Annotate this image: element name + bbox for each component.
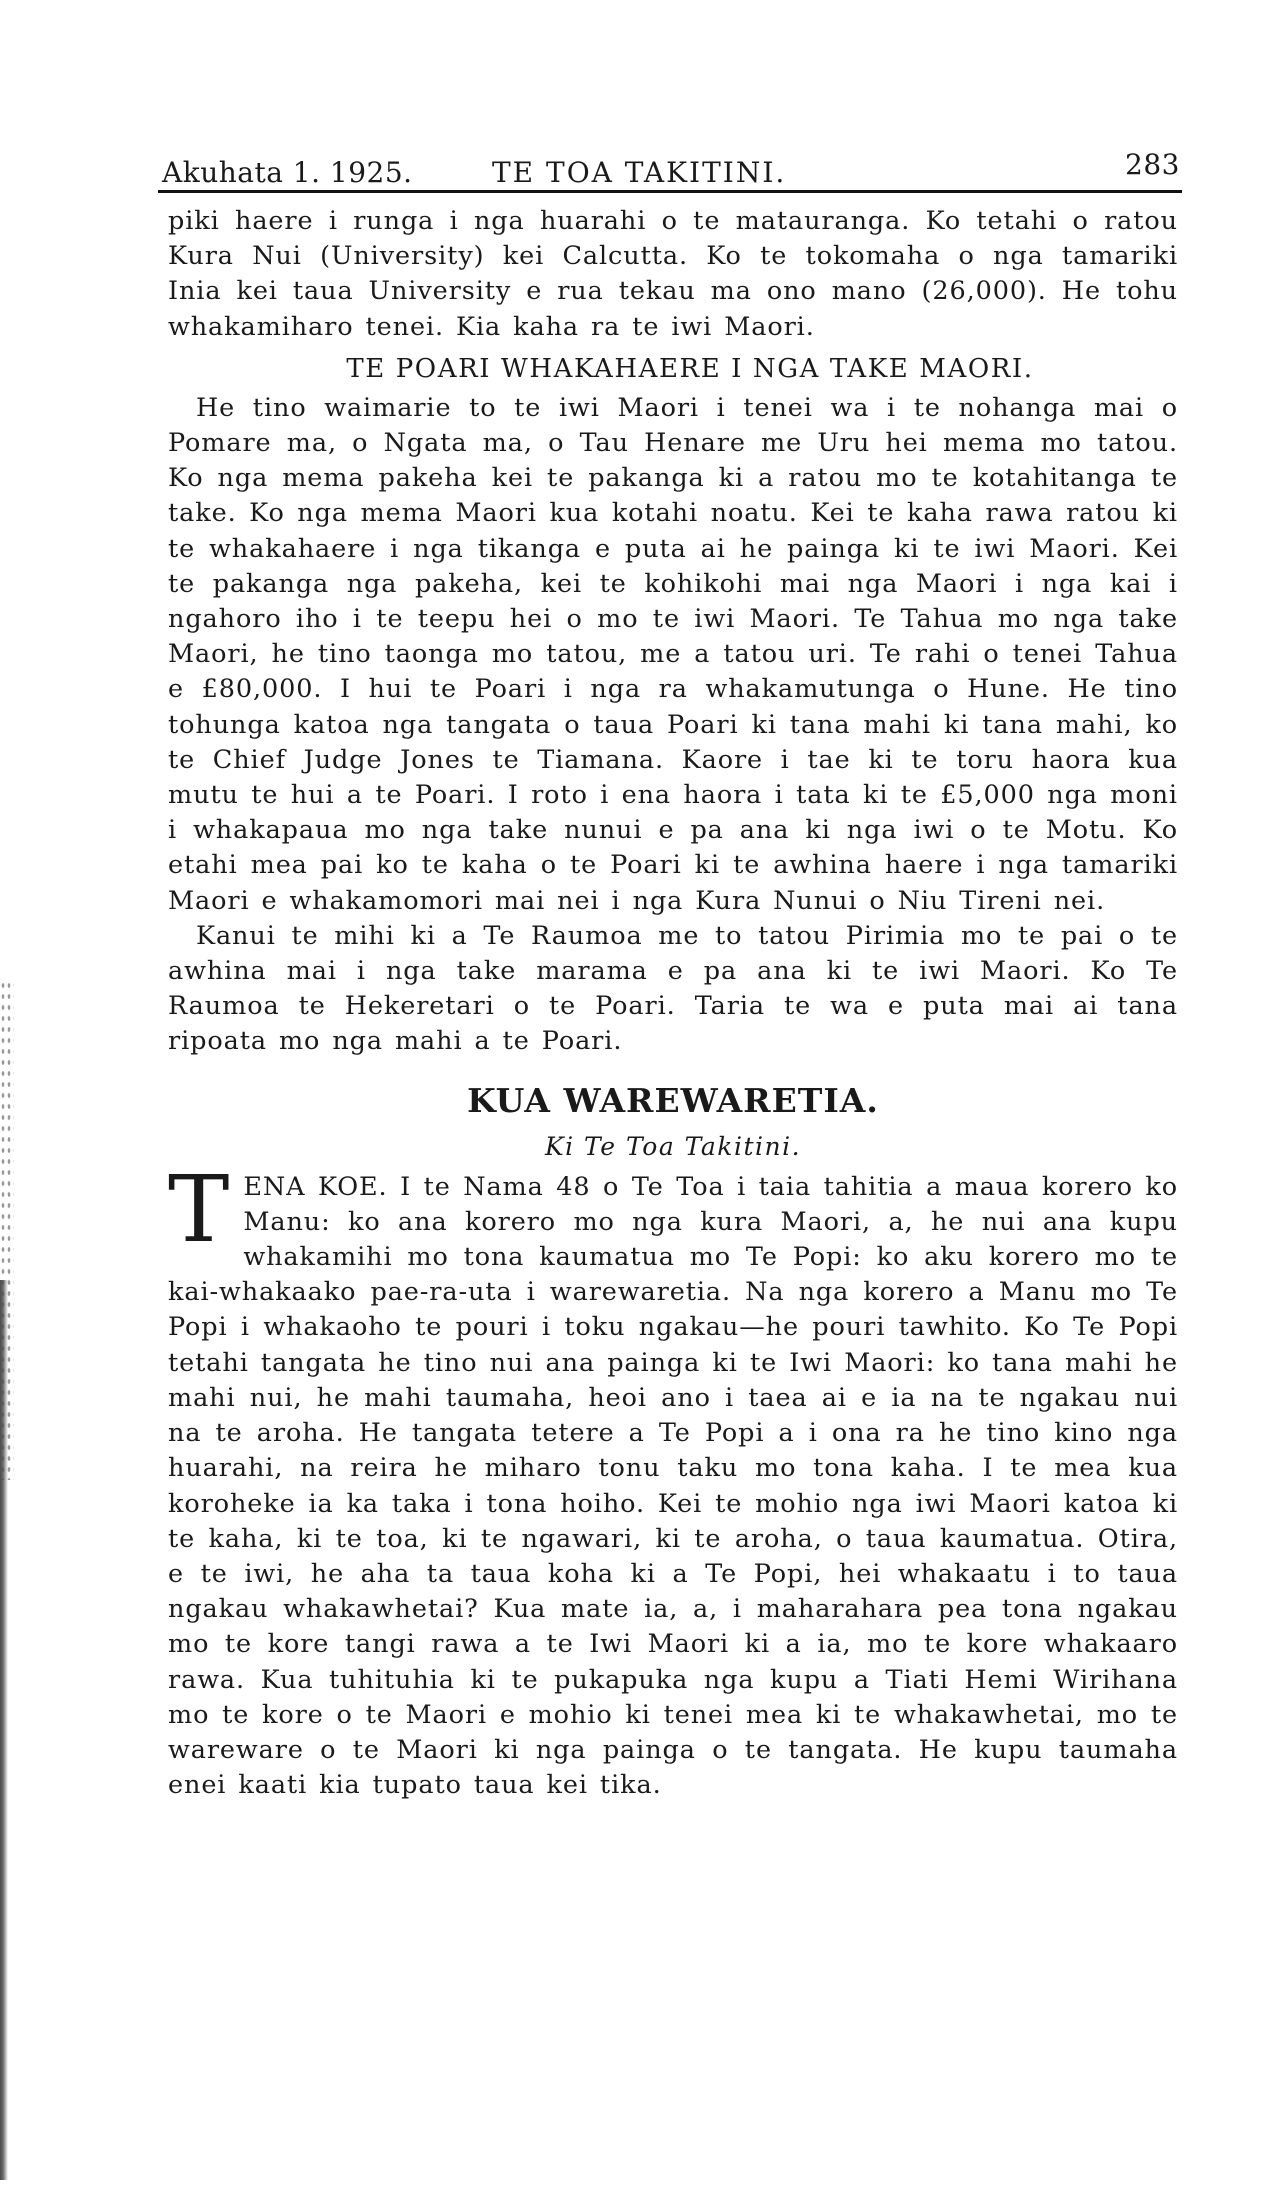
article-heading-warewaretia: KUA WAREWARETIA. bbox=[467, 1080, 879, 1120]
header-rule bbox=[158, 190, 1182, 193]
letter-paragraph: ENA KOE. I te Nama 48 o Te Toa i taia tahitia a maua korero ko Manu: ko ana korero mo nga kura Maori, a, he nui ana kupu whakamihi mo tona kaumatua mo Te Popi: ko aku korero mo te kai-whakaako pae-ra-uta i warewaretia. Na nga korero a Manu mo Te Popi i whakaoho te pouri i toku ngakau—he pouri tawhito. Ko Te Popi tetahi tangata he tino nui ana painga ki te Iwi Maori: ko tana mahi he mahi nui, he mahi taumaha, heoi ano i taea ai e ia na te ngakau nui na te aroha. He tangata tetere a Te Popi a i ona ra he tino kino nga huarahi, na reira he miharo tonu taku mo tona kaha. I te mea kua koroheke ia ka taka i tona hoiho. Kei te mohio nga iwi Maori katoa ki te kaha, ki te toa, ki te ngawari, ki te aroha, o taua kaumatua. Otira, e te iwi, he aha ta taua koha ki a Te Popi, hei whakaatu i to taua ngakau whakawhetai? Kua mate ia, a, i maharahara pea tona ngakau mo te kore tangi rawa a te Iwi Maori ki a ia, mo te kore whakaaro rawa. Kua tuhituhia ki te pukapuka nga kupu a Tiati Hemi Wirihana mo te kore o te Maori e mohio ki tenei mea ki te whakawhetai, mo te wareware o te Maori ki nga painga o te tangata. He kupu taumaha enei kaati kia tupato taua kei tika. bbox=[168, 1171, 1178, 1801]
page-header bbox=[162, 148, 1180, 192]
scan-edge-shadow bbox=[0, 1280, 8, 2180]
letter-salutation: Ki Te Toa Takitini. bbox=[544, 1131, 802, 1161]
article-heading-poari: TE POARI WHAKAHAERE I NGA TAKE MAORI. bbox=[346, 353, 1034, 384]
drop-cap: T bbox=[168, 1155, 230, 1263]
article-paragraph: He tino waimarie to te iwi Maori i tenei wa i te nohanga mai o Pomare ma, o Ngata ma, o Tau Henare me Uru hei mema mo tatou. Ko nga mema pakeha kei te pakanga ki a ratou mo te kotahitanga te take. Ko nga mema Maori kua kotahi noatu. Kei te kaha rawa ratou ki te whakahaere i nga tikanga e puta ai he painga ki te iwi Maori. Kei te pakanga nga pakeha, kei te kohikohi mai nga Maori i nga kai i ngahoro iho i te teepu hei o mo te iwi Maori. Te Tahua mo nga take Maori, he tino taonga mo tatou, me a tatou uri. Te rahi o tenei Tahua e £80,000. I hui te Poari i nga ra whakamutunga o Hune. He tino tohunga katoa nga tangata o taua Poari ki tana mahi ki tana mahi, ko te Chief Judge Jones te Tiamana. Kaore i tae ki te toru haora kua mutu te hui a te Poari. I roto i ena haora i tata ki te £5,000 nga moni i whakapaua mo nga take nunui e pa ana ki nga iwi o te Motu. Ko etahi mea pai ko te kaha o te Poari ki te awhina haere i nga tamariki Maori e whakamomori mai nei i nga Kura Nunui o Niu Tireni nei. bbox=[168, 392, 1178, 916]
continued-paragraph: piki haere i runga i nga huarahi o te matauranga. Ko tetahi o ratou Kura Nui (University) kei Calcutta. Ko te tokomaha o nga tamariki Inia kei taua University e rua tekau ma ono mano (26,000). He tohu whakamiharo tenei. Kia kaha ra te iwi Maori. bbox=[168, 206, 1178, 342]
page-number: 283 bbox=[1125, 148, 1180, 181]
text-column bbox=[168, 204, 1178, 1803]
newspaper-title: TE TOA TAKITINI. bbox=[492, 156, 787, 189]
letter-body bbox=[168, 1155, 1178, 1804]
article-paragraph: Kanui te mihi ki a Te Raumoa me to tatou Pirimia mo te pai o te awhina mai i nga take marama e pa ana ki te iwi Maori. Ko Te Raumoa te Hekeretari o te Poari. Taria te wa e puta mai ai tana ripoata mo nga mahi a te Poari. bbox=[168, 920, 1178, 1057]
issue-date: Akuhata 1. 1925. bbox=[162, 156, 413, 189]
